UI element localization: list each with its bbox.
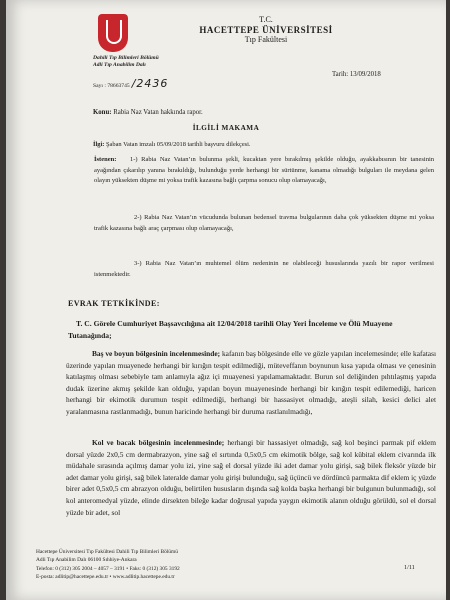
ilgi-label: İlgi: [93, 141, 105, 148]
addressee-heading: İLGİLİ MAKAMA [192, 124, 260, 132]
document-date: Tarih: 13/09/2018 [332, 71, 381, 78]
konu-text: Rabia Naz Vatan hakkında rapor. [113, 109, 203, 116]
university-name: HACETTEPE ÜNİVERSİTESİ [199, 25, 333, 35]
footer-line: E-posta: adlitip@hacettepe.edu.tr • www.adlitip.hacettepe.edu.tr [36, 574, 175, 581]
section-title: EVRAK TETKİKİNDE: [68, 299, 160, 308]
footer-address [36, 548, 180, 582]
document-page [6, 0, 446, 600]
letterhead [166, 15, 366, 45]
arm-leg-lead: Kol ve bacak bölgesinin incelenmesinde; [92, 438, 225, 447]
department-block [93, 55, 159, 69]
reference-number [93, 77, 168, 90]
department-line: Dahili Tıp Bilimleri Bölümü [93, 55, 159, 61]
request-item-3: 3-) Rabia Naz Vatan’ın muhtemel ölüm nedeninin ne olabileceği hususlarında yazılı bir rapor verilmesi istenmektedir. [94, 260, 434, 278]
report-heading: T. C. Görele Cumhuriyet Başsavcılığına ait 12/04/2018 tarihli Olay Yeri İnceleme ve Ölü Muayene Tutanağında; [68, 319, 393, 340]
head-neck-lead: Baş ve boyun bölgesinin incelenmesinde; [92, 349, 221, 358]
footer-line: Telefon: 0 (312) 305 2004 – 4057 – 3191 • Faks: 0 (312) 305 3192 [36, 565, 180, 572]
subject-line [93, 109, 203, 116]
konu-label: Konu: [93, 109, 112, 116]
sayi-handwritten: /2436 [131, 77, 169, 90]
ilgi-text: Şaban Vatan imzalı 05/09/2018 tarihli başvuru dilekçesi. [105, 141, 251, 148]
arm-leg-text: herhangi bir hassasiyet olmadığı, sağ kol beşinci parmak pif eklem dorsal yüzde 2x0,5 cm dermabrazyon, yine sağ el sırtında 0,5x0,5 cm ekimotik bölge, sağ kol kübital eklem civarında ilk müdahale sırasında açılmış damar yolu izi, yine sağ el dorsal yüzde iki adet damar yolu girişi, sağ bilek fleksör yüzde bir adet damar yolu girişi, sağ bilek lateralde damar yolu girişi bulunduğu, sağ üçüncü ve dördüncü parmakta dif eklem iç yüzde birer adet 0,5x0,5 cm abrazyon olduğu, belirtilen hususların dışında sağ kolda başka herhangi bir bulgunun bulunmadığı, sol kol anteromedyal yüzde, elinde dirsekten bileğe kadar doğrusal yapıda yaygın ekimotik alanın olduğu görüldü, sol el dorsal yüzde bir adet, sol [66, 438, 436, 517]
faculty-name: Tıp Fakültesi [244, 35, 288, 44]
head-neck-text: kafanın baş bölgesinde elle ve gözle yapılan incelemesinde; elle kafatası üzerinde yapılan muayenede herhangi bir kırığın tespit edilmediği, müteveffanın boynunun kısa yapıda olması ve çenesinin katılaşmış olması sebebiyle tam anlamıyla ağız içi muayenesi yapılamamaktadır. Burun sol deliğinden pıhtılaşmış yapıda dudak üzerine akmış şekilde kan olduğu, yapılan boyun muayenesinde herhangi bir kırığın tespit edilemediği, haricen herhangi bir ekimotik durumun tespit edilmediği, herhangi bir hassasiyet olmadığı, ateşli silah, kesici delici alet yaralanmasına rastlanmadığı, bunun haricinde herhangi bir duruma rastlanılmadığı, [66, 349, 437, 416]
request-item-2: 2-) Rabia Naz Vatan’ın vücudunda bulunan bedensel travma bulgularının daha çok yüksekten düşme mi yoksa trafik kazasına bağlı araç çarpması olup olamayacağı, [94, 214, 434, 232]
istenen-label: İstenen: [94, 156, 117, 163]
page-number: 1/11 [404, 564, 415, 571]
sayi-printed: 78663745 [107, 83, 130, 89]
request-item-1 [94, 155, 434, 187]
footer-line: Adli Tıp Anabilim Dalı 06100 Sıhhiye-Ankara [36, 557, 137, 564]
arm-leg-paragraph [66, 437, 436, 518]
request-1-text: 1-) Rabia Naz Vatan’ın bulunma şekli, kucaktan yere bırakılmış şekilde olduğu, ayakkabısının bir tanesinin ayağından çıkarılıp yanına bırakıldığı, bulunduğu yerde herhangi bir sürtünme, kanama olmadığı bulguları ile meydana gelen olayın yüksekten düşme mi yoksa trafik kazasına bağlı çarpma sonucu olup olamayacağı, [94, 156, 434, 184]
head-neck-paragraph [66, 348, 436, 418]
university-logo [98, 14, 128, 52]
division-line: Adli Tıp Anabilim Dalı [93, 62, 146, 68]
sayi-label: Sayı : [93, 83, 106, 89]
footer-line: Hacettepe Üniversitesi Tıp Fakültesi Dahili Tıp Bilimleri Bölümü [36, 549, 178, 555]
tc-label: T.C. [259, 15, 273, 24]
reference-line [93, 141, 251, 148]
